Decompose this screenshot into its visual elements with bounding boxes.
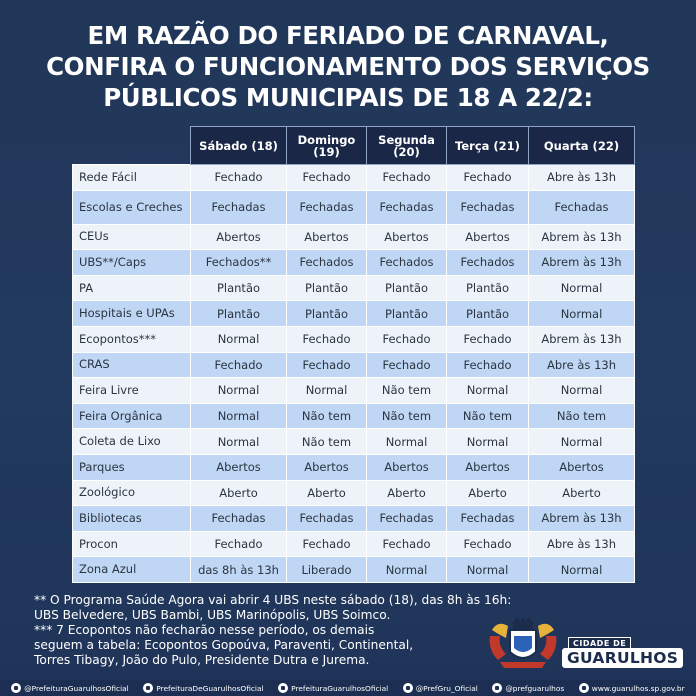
row-service-label: Feira Livre <box>73 378 191 404</box>
row-service-label: Procon <box>73 531 191 557</box>
table-cell: Normal <box>529 301 635 327</box>
table-cell: Abrem às 13h <box>529 250 635 276</box>
table-cell: Fechadas <box>191 190 287 224</box>
table-cell: Plantão <box>287 301 367 327</box>
table-cell: Fechados** <box>191 250 287 276</box>
table-row <box>73 403 635 429</box>
instagram-icon <box>11 683 21 693</box>
footer-facebook-label: PrefeituraGuarulhosOficial <box>291 683 389 693</box>
table-cell: Abertos <box>447 224 529 250</box>
table-row <box>73 557 635 583</box>
footer-youtube-label: PrefeituraDeGuarulhosOficial <box>156 683 264 693</box>
table-cell: Fechado <box>367 531 447 557</box>
table-cell: Normal <box>529 275 635 301</box>
table-cell: Abertos <box>287 224 367 250</box>
table-cell: Não tem <box>287 429 367 455</box>
table-cell: Normal <box>447 378 529 404</box>
table-row <box>73 480 635 506</box>
table-cell: Fechado <box>367 352 447 378</box>
footer-facebook[interactable] <box>278 683 388 693</box>
table-cell: Normal <box>529 378 635 404</box>
footnote-line: *** 7 Ecopontos não fecharão nesse período, os demais <box>34 623 375 637</box>
city-crest-icon <box>486 616 560 670</box>
table-cell: Não tem <box>367 378 447 404</box>
footnote-line: ** O Programa Saúde Agora vai abrir 4 UBS neste sábado (18), das 8h às 16h: <box>34 593 512 607</box>
table-cell: Normal <box>529 557 635 583</box>
row-service-label: PA <box>73 275 191 301</box>
table-cell: Normal <box>529 429 635 455</box>
table-cell: Abertos <box>529 454 635 480</box>
row-service-label: CRAS <box>73 352 191 378</box>
column-header: Segunda (20) <box>367 127 447 165</box>
table-row <box>73 250 635 276</box>
tiktok-icon <box>492 683 502 693</box>
table-body <box>73 165 635 583</box>
table-cell: Abre às 13h <box>529 165 635 191</box>
table-cell: Fechado <box>367 326 447 352</box>
footnote-line: UBS Belvedere, UBS Bambi, UBS Marinópolis, UBS Soimco. <box>34 608 391 622</box>
footer-twitter[interactable] <box>403 683 478 693</box>
table-cell: Plantão <box>287 275 367 301</box>
table-row <box>73 275 635 301</box>
footer-website-label: www.guarulhos.sp.gov.br <box>591 683 685 693</box>
table-row <box>73 506 635 532</box>
title-line-2: CONFIRA O FUNCIONAMENTO DOS SERVIÇOS <box>46 52 650 81</box>
table-cell: Plantão <box>191 301 287 327</box>
youtube-icon <box>143 683 153 693</box>
table-cell: Aberto <box>529 480 635 506</box>
table-header-row <box>73 127 635 165</box>
table-cell: Fechado <box>447 352 529 378</box>
table-cell: Não tem <box>529 403 635 429</box>
column-header: Sábado (18) <box>191 127 287 165</box>
table-cell: Normal <box>287 378 367 404</box>
twitter-icon <box>403 683 413 693</box>
footer-tiktok-label: @prefguarulhos <box>505 683 565 693</box>
table-cell: Plantão <box>191 275 287 301</box>
table-cell: Aberto <box>287 480 367 506</box>
footer-website[interactable] <box>579 683 685 693</box>
table-cell: Fechado <box>191 352 287 378</box>
table-cell: Fechado <box>447 531 529 557</box>
social-footer <box>0 680 696 696</box>
table-corner <box>73 127 191 165</box>
table-cell: Fechados <box>447 250 529 276</box>
table-row <box>73 326 635 352</box>
footnote-line: Torres Tibagy, João do Pulo, Presidente Dutra e Jurema. <box>34 653 370 667</box>
table-cell: Plantão <box>367 275 447 301</box>
table-row <box>73 224 635 250</box>
table-cell: Normal <box>191 403 287 429</box>
footer-twitter-label: @PrefGru_Oficial <box>415 683 478 693</box>
column-header: Terça (21) <box>447 127 529 165</box>
row-service-label: Zona Azul <box>73 557 191 583</box>
row-service-label: UBS**/Caps <box>73 250 191 276</box>
table-cell: Abre às 13h <box>529 531 635 557</box>
footer-instagram-label: @PrefeituraGuarulhosOficial <box>24 683 129 693</box>
table-cell: Normal <box>367 429 447 455</box>
table-cell: Normal <box>447 429 529 455</box>
row-service-label: Feira Orgânica <box>73 403 191 429</box>
table-cell: Aberto <box>367 480 447 506</box>
table-cell: Fechadas <box>367 506 447 532</box>
row-service-label: Bibliotecas <box>73 506 191 532</box>
row-service-label: Ecopontos*** <box>73 326 191 352</box>
table-cell: Fechado <box>287 326 367 352</box>
table-cell: Fechado <box>287 165 367 191</box>
table-cell: Fechadas <box>529 190 635 224</box>
table-cell: Abre às 13h <box>529 352 635 378</box>
row-service-label: Rede Fácil <box>73 165 191 191</box>
table-cell: Aberto <box>191 480 287 506</box>
globe-icon <box>579 683 589 693</box>
title-line-3: PÚBLICOS MUNICIPAIS DE 18 A 22/2: <box>103 83 593 112</box>
footer-instagram[interactable] <box>11 683 128 693</box>
row-service-label: Hospitais e UPAs <box>73 301 191 327</box>
column-header: Quarta (22) <box>529 127 635 165</box>
table-cell: Normal <box>191 429 287 455</box>
table-cell: Fechadas <box>191 506 287 532</box>
table-cell: Fechados <box>287 250 367 276</box>
table-row <box>73 352 635 378</box>
table-cell: Aberto <box>447 480 529 506</box>
table-cell: das 8h às 13h <box>191 557 287 583</box>
table-row <box>73 378 635 404</box>
row-service-label: CEUs <box>73 224 191 250</box>
table-cell: Liberado <box>287 557 367 583</box>
logo-small-text: CIDADE DE <box>568 637 631 650</box>
table-cell: Plantão <box>447 301 529 327</box>
table-row <box>73 165 635 191</box>
table-cell: Fechadas <box>447 506 529 532</box>
table-cell: Não tem <box>367 403 447 429</box>
table-row <box>73 531 635 557</box>
guarulhos-logo <box>484 616 679 670</box>
table-cell: Normal <box>447 557 529 583</box>
table-cell: Fechado <box>367 165 447 191</box>
table-cell: Abertos <box>367 454 447 480</box>
table-cell: Plantão <box>367 301 447 327</box>
row-service-label: Parques <box>73 454 191 480</box>
facebook-icon <box>278 683 288 693</box>
row-service-label: Escolas e Creches <box>73 190 191 224</box>
footer-youtube[interactable] <box>143 683 263 693</box>
footnote-line: seguem a tabela: Ecopontos Gopoúva, Paraventi, Continental, <box>34 638 414 652</box>
table-cell: Abertos <box>367 224 447 250</box>
title-line-1: EM RAZÃO DO FERIADO DE CARNAVAL, <box>87 21 609 50</box>
table-cell: Fechado <box>447 326 529 352</box>
services-schedule-table <box>72 126 635 583</box>
table-cell: Normal <box>191 326 287 352</box>
row-service-label: Zoológico <box>73 480 191 506</box>
page-title <box>0 20 696 113</box>
table-cell: Fechado <box>191 165 287 191</box>
table-cell: Abrem às 13h <box>529 326 635 352</box>
table-cell: Abertos <box>191 454 287 480</box>
table-cell: Abrem às 13h <box>529 506 635 532</box>
table-row <box>73 190 635 224</box>
table-cell: Abrem às 13h <box>529 224 635 250</box>
table-cell: Fechado <box>191 531 287 557</box>
table-cell: Fechado <box>447 165 529 191</box>
table-cell: Normal <box>367 557 447 583</box>
table-cell: Normal <box>191 378 287 404</box>
table-row <box>73 429 635 455</box>
table-row <box>73 301 635 327</box>
table-row <box>73 454 635 480</box>
table-cell: Fechado <box>287 531 367 557</box>
table-cell: Plantão <box>447 275 529 301</box>
footnotes <box>34 593 512 668</box>
table-cell: Não tem <box>447 403 529 429</box>
row-service-label: Coleta de Lixo <box>73 429 191 455</box>
table-cell: Fechados <box>367 250 447 276</box>
table-cell: Fechadas <box>287 506 367 532</box>
column-header: Domingo (19) <box>287 127 367 165</box>
table-cell: Fechadas <box>287 190 367 224</box>
table-cell: Não tem <box>287 403 367 429</box>
footer-tiktok[interactable] <box>492 683 564 693</box>
table-cell: Fechadas <box>447 190 529 224</box>
table-cell: Abertos <box>447 454 529 480</box>
logo-big-text: GUARULHOS <box>562 648 683 668</box>
table-cell: Abertos <box>287 454 367 480</box>
table-cell: Fechado <box>287 352 367 378</box>
table-cell: Fechadas <box>367 190 447 224</box>
table-cell: Abertos <box>191 224 287 250</box>
